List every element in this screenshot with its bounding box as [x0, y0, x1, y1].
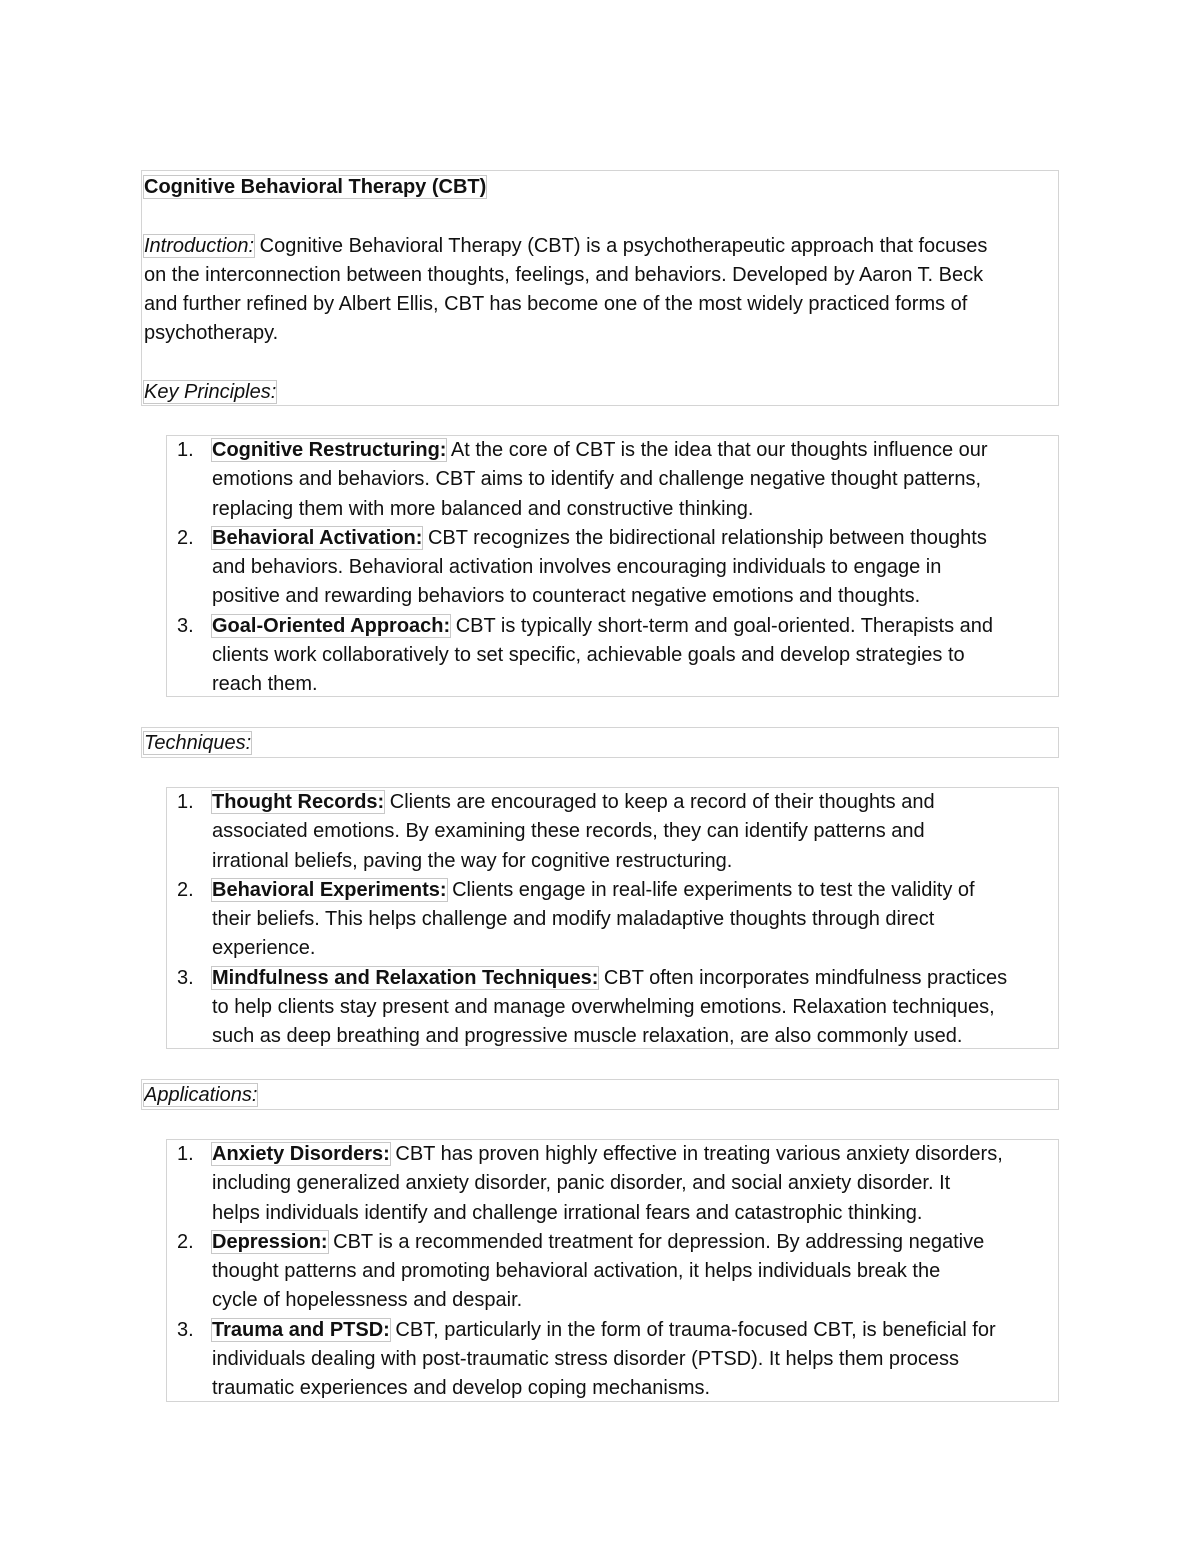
list-item-term: Depression: — [212, 1230, 328, 1253]
list-item-first-line — [212, 524, 1058, 553]
title-line — [144, 173, 1058, 202]
list-item-line: thought patterns and promoting behavioral activation, it helps individuals break the — [212, 1260, 941, 1283]
list-item — [167, 1140, 1058, 1228]
blank-line — [144, 202, 1058, 231]
list-item-first-line — [212, 964, 1058, 993]
list-number: 2. — [177, 1230, 194, 1253]
list-item-text: CBT is typically short-term and goal-oriented. Therapists and — [450, 614, 994, 637]
list-item-line: reach them. — [212, 673, 318, 696]
list-item-text: Clients engage in real-life experiments to test the validity of — [446, 878, 975, 901]
list-item-text: At the core of CBT is the idea that our thoughts influence our — [446, 439, 988, 461]
list-number: 3. — [177, 966, 194, 989]
key-principles-heading: Key Principles: — [144, 381, 277, 404]
list-item-term: Thought Records: — [212, 791, 385, 813]
applications-heading-section — [141, 1079, 1059, 1110]
list-item-first-line — [212, 612, 1058, 641]
key-principles-list — [167, 436, 1058, 700]
list-item-text: CBT has proven highly effective in treating various anxiety disorders, — [389, 1143, 1003, 1165]
list-item — [167, 876, 1058, 964]
key-principles-list-section — [166, 435, 1059, 697]
list-item-text: CBT is a recommended treatment for depression. By addressing negative — [327, 1230, 985, 1253]
document-title: Cognitive Behavioral Therapy (CBT) — [144, 176, 487, 198]
techniques-heading-line — [144, 728, 1058, 758]
list-item-term: Goal-Oriented Approach: — [212, 614, 451, 637]
list-item-line: experience. — [212, 937, 316, 960]
list-number: 3. — [177, 1318, 194, 1341]
intro-section — [141, 170, 1059, 406]
list-number: 2. — [177, 526, 194, 549]
list-item-line: associated emotions. By examining these records, they can identify patterns and — [212, 820, 925, 843]
list-item-term: Behavioral Activation: — [212, 526, 423, 549]
list-item — [167, 1316, 1058, 1404]
list-number: 2. — [177, 878, 194, 901]
list-item-line: positive and rewarding behaviors to counteract negative emotions and thoughts. — [212, 585, 921, 608]
intro-label: Introduction: — [144, 234, 255, 257]
list-item-text: CBT, particularly in the form of trauma-focused CBT, is beneficial for — [389, 1318, 996, 1341]
list-item — [167, 436, 1058, 524]
list-item-line: such as deep breathing and progressive muscle relaxation, are also commonly used. — [212, 1025, 963, 1048]
intro-line — [144, 232, 1058, 261]
list-item-term: Behavioral Experiments: — [212, 878, 447, 901]
list-item-line: traumatic experiences and develop coping mechanisms. — [212, 1377, 711, 1400]
list-item-term: Cognitive Restructuring: — [212, 439, 447, 461]
list-item-line: to help clients stay present and manage overwhelming emotions. Relaxation techniques, — [212, 996, 995, 1019]
list-item — [167, 524, 1058, 612]
intro-line: psychotherapy. — [144, 322, 279, 345]
list-item-line: irrational beliefs, paving the way for cognitive restructuring. — [212, 849, 733, 872]
blank-line — [144, 349, 1058, 378]
list-item-first-line — [212, 436, 1058, 465]
applications-list-section — [166, 1139, 1059, 1402]
list-item-line: helps individuals identify and challenge irrational fears and catastrophic thinking. — [212, 1201, 923, 1224]
list-item-first-line — [212, 876, 1058, 905]
list-item — [167, 1228, 1058, 1316]
applications-heading-line — [144, 1080, 1058, 1110]
list-item-term: Mindfulness and Relaxation Techniques: — [212, 966, 599, 989]
list-item-term: Anxiety Disorders: — [212, 1143, 390, 1165]
key-principles-heading-line — [144, 378, 1058, 407]
applications-list — [167, 1140, 1058, 1404]
list-item — [167, 612, 1058, 700]
list-item-line: including generalized anxiety disorder, panic disorder, and social anxiety disorder. It — [212, 1172, 951, 1195]
list-item-line: replacing them with more balanced and constructive thinking. — [212, 497, 754, 520]
list-item-first-line — [212, 1316, 1058, 1345]
list-item-line: their beliefs. This helps challenge and modify maladaptive thoughts through direct — [212, 908, 935, 931]
list-item-first-line — [212, 1228, 1058, 1257]
list-item-first-line — [212, 1140, 1058, 1169]
list-item-line: emotions and behaviors. CBT aims to identify and challenge negative thought patterns, — [212, 468, 981, 491]
list-item-first-line — [212, 788, 1058, 817]
applications-heading: Applications: — [144, 1084, 258, 1106]
list-number: 3. — [177, 614, 194, 637]
intro-text: Cognitive Behavioral Therapy (CBT) is a psychotherapeutic approach that focuses — [254, 234, 988, 257]
techniques-heading: Techniques: — [144, 732, 252, 754]
list-number: 1. — [177, 1143, 194, 1165]
list-item-line: and behaviors. Behavioral activation involves encouraging individuals to engage in — [212, 556, 942, 579]
list-item — [167, 964, 1058, 1052]
techniques-heading-section — [141, 727, 1059, 758]
list-item — [167, 788, 1058, 876]
intro-paragraph — [144, 232, 1058, 349]
intro-line: on the interconnection between thoughts, feelings, and behaviors. Developed by Aaron T. Beck — [144, 263, 984, 286]
list-item-text: Clients are encouraged to keep a record of their thoughts and — [384, 791, 935, 813]
list-item-line: cycle of hopelessness and despair. — [212, 1289, 523, 1312]
intro-line: and further refined by Albert Ellis, CBT has become one of the most widely practiced forms of — [144, 293, 968, 316]
techniques-list — [167, 788, 1058, 1052]
list-item-line: individuals dealing with post-traumatic stress disorder (PTSD). It helps them process — [212, 1348, 959, 1371]
list-number: 1. — [177, 791, 194, 813]
list-item-text: CBT often incorporates mindfulness practices — [598, 966, 1008, 989]
list-item-line: clients work collaboratively to set specific, achievable goals and develop strategies to — [212, 644, 965, 667]
list-item-text: CBT recognizes the bidirectional relationship between thoughts — [422, 526, 987, 549]
list-item-term: Trauma and PTSD: — [212, 1318, 390, 1341]
list-number: 1. — [177, 439, 194, 461]
techniques-list-section — [166, 787, 1059, 1049]
